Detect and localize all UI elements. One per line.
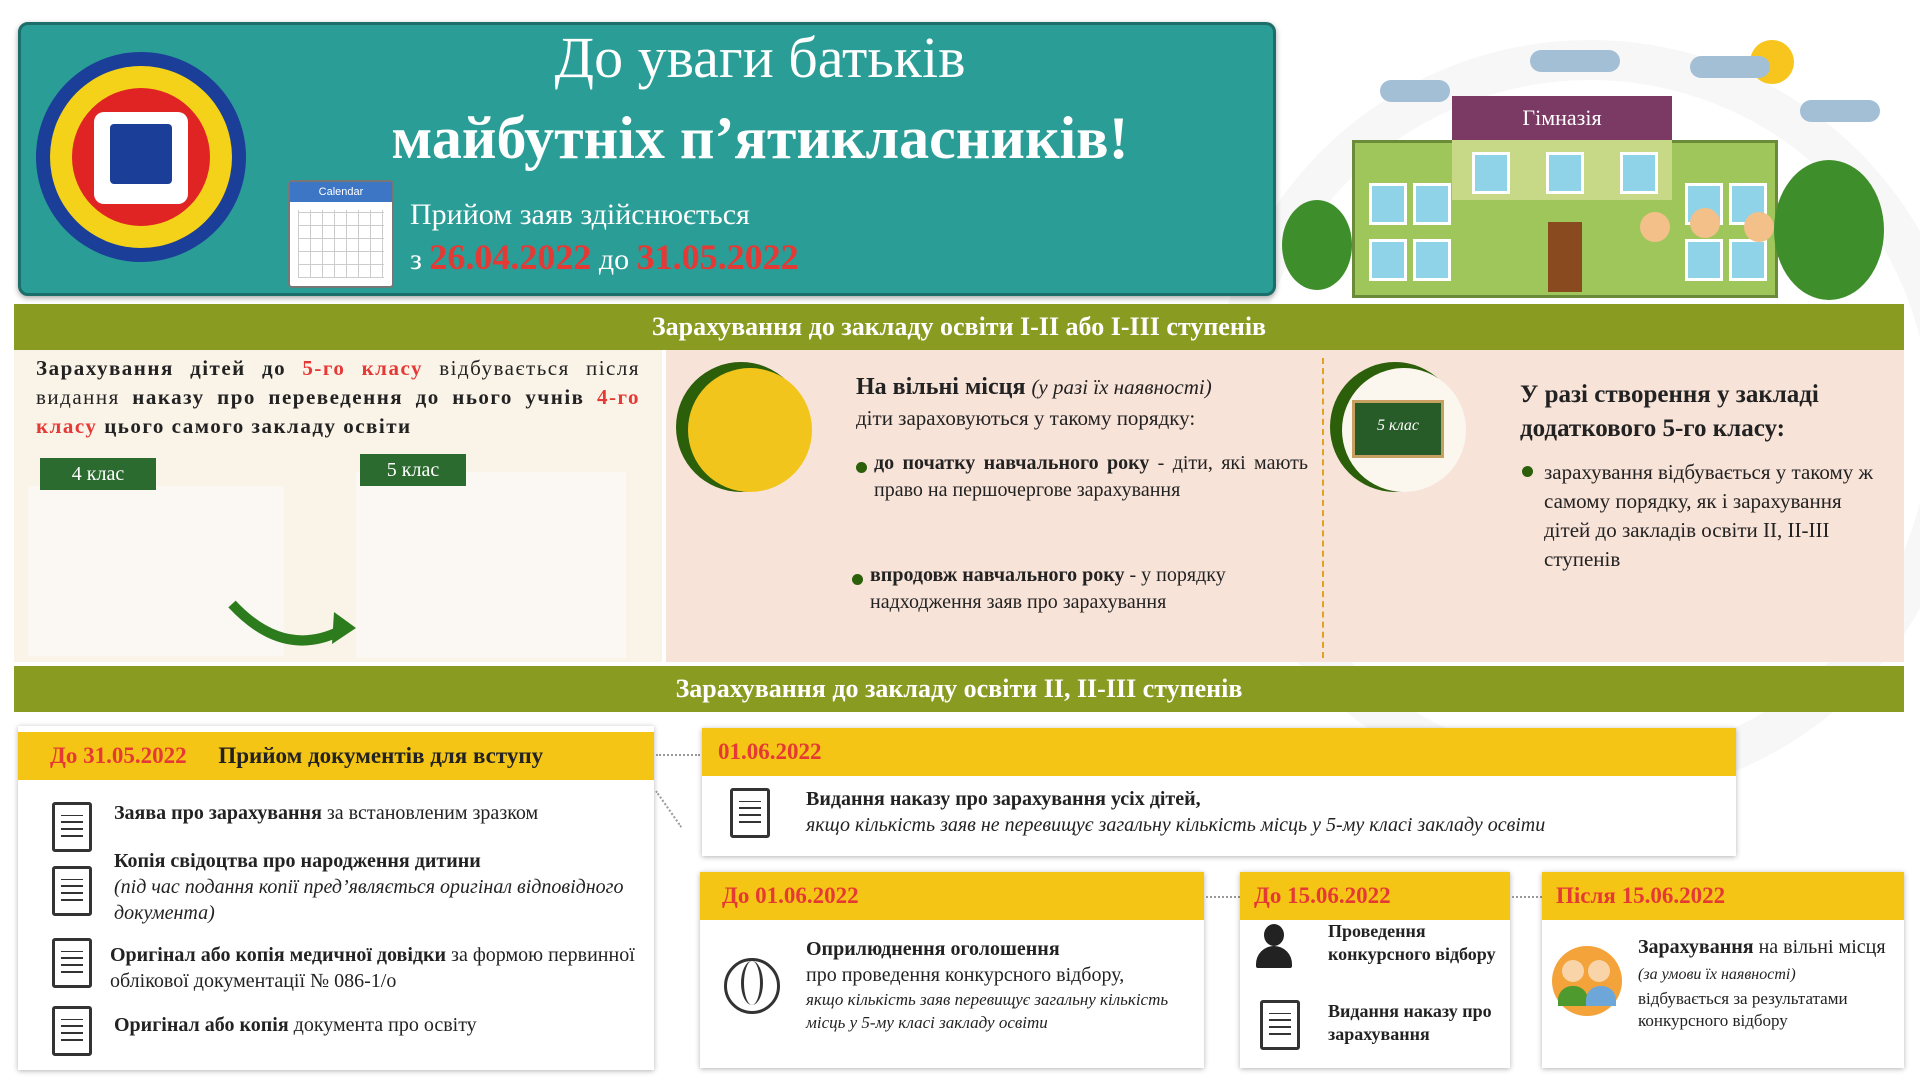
order-bold: Видання наказу про зарахування усіх дітей,	[806, 788, 1201, 810]
calendar-label: Calendar	[290, 182, 392, 202]
free-places-item-2	[870, 562, 1312, 616]
announcement-italic: якщо кількість заяв перевищує загальну кількість місць у 5-му класі закладу освіти	[806, 990, 1169, 1032]
child-icon	[1640, 212, 1670, 242]
free-places-heading: На вільні місця	[856, 374, 1026, 400]
free-places-subtitle: діти зараховуються у такому порядку:	[856, 406, 1196, 430]
section2-band: Зарахування до закладу освіти ІІ, ІІ-ІІІ ступенів	[14, 666, 1904, 712]
announcement-rest: про проведення конкурсного відбору,	[806, 964, 1125, 986]
extra-class-title: У разі створення у закладі додаткового 5-го класу:	[1520, 381, 1819, 442]
grade-4-label: 4 клас	[40, 458, 156, 490]
doc-item-2	[114, 848, 634, 926]
date-to: 31.05.2022	[636, 237, 799, 277]
contest-date: До 15.06.2022	[1240, 872, 1510, 920]
doc-item-3-rest: за формою первинної облікової документації № 086-1/о	[110, 944, 635, 992]
section1-left-text	[36, 354, 640, 441]
acceptance-dates	[410, 236, 799, 278]
item2-bold: впродовж навчального року	[870, 564, 1125, 586]
acceptance-text: Прийом заяв здійснюється	[410, 198, 750, 231]
announcement-text	[806, 936, 1194, 1035]
bullet-icon	[856, 462, 867, 473]
left-text-4: цього самого закладу освіти	[104, 414, 412, 438]
connector	[655, 790, 682, 827]
doc-item-4-bold: Оригінал або копія	[114, 1014, 289, 1036]
after-note: (за умови їх наявності)	[1638, 966, 1796, 983]
connector	[1206, 896, 1240, 898]
school-center-block	[1452, 140, 1672, 200]
school-sign: Гімназія	[1452, 96, 1672, 140]
doc-item-1	[114, 800, 634, 826]
contest-item-2: Видання наказу про зарахування	[1328, 1001, 1492, 1044]
board-label: 5 клас	[1352, 400, 1444, 458]
certificate-icon	[52, 866, 92, 916]
cloud-icon	[1690, 56, 1770, 78]
to-prefix: до	[598, 243, 630, 276]
item2-rest: - у порядку надходження заяв про зарахування	[870, 564, 1226, 613]
section1-band: Зарахування до закладу освіти І-ІІ або І-ІІІ ступенів	[14, 304, 1904, 350]
after-rest: на вільні місця	[1758, 936, 1886, 958]
school-desk-icon	[676, 362, 806, 492]
arrow-icon	[224, 590, 360, 654]
after-bold: Зарахування	[1638, 936, 1754, 958]
doc-item-1-bold: Заява про зарахування	[114, 802, 322, 824]
left-text-2: відбувається після видання	[36, 356, 640, 409]
medical-document-icon	[52, 938, 92, 988]
bullet-icon	[1522, 466, 1533, 477]
from-prefix: з	[410, 243, 422, 276]
contest-item-1: Проведення конкурсного відбору	[1328, 921, 1496, 964]
parents-icon	[1552, 946, 1622, 1016]
divider	[1322, 358, 1324, 658]
announcement-date: До 01.06.2022	[700, 872, 1204, 920]
cloud-icon	[1380, 80, 1450, 102]
school-door	[1548, 222, 1582, 292]
child-icon	[1690, 208, 1720, 238]
documents-card-header	[18, 732, 654, 780]
title-line-2: майбутніх п’ятикласників!	[391, 105, 1129, 171]
classroom-5-illustration	[356, 472, 626, 658]
tree-icon	[1282, 200, 1352, 290]
date-from: 26.04.2022	[429, 237, 592, 277]
after-date: Після 15.06.2022	[1542, 872, 1904, 920]
item1-rest: - діти, які мають право на першочергове зарахування	[874, 452, 1308, 501]
blackboard-icon	[1330, 362, 1460, 492]
order-italic: якщо кількість заяв не перевищує загальну кількість місць у 5-му класі закладу освіти	[806, 814, 1546, 836]
after-tail: відбувається за результатами конкурсного відбору	[1638, 989, 1848, 1030]
announcement-bold: Оприлюднення оголошення	[806, 938, 1060, 960]
bullet-icon	[852, 574, 863, 585]
person-icon	[1254, 924, 1294, 968]
extra-class-item: зарахування відбувається у такому ж самому порядку, як і зарахування дітей до закладів освіти ІІ, ІІ-ІІІ ступенів	[1544, 460, 1874, 571]
after-text	[1638, 934, 1900, 1033]
tree-icon	[1774, 160, 1884, 300]
free-places-title	[856, 374, 1212, 401]
child-icon	[1744, 212, 1774, 242]
doc-item-4-rest: документа про освіту	[293, 1014, 477, 1036]
connector	[1512, 896, 1542, 898]
order-card-date: 01.06.2022	[702, 728, 1736, 776]
doc-item-4	[114, 1012, 634, 1038]
connector	[656, 754, 700, 756]
doc-item-2-italic: (під час подання копії пред’являється оригінал відповідного документа)	[114, 876, 624, 924]
cloud-icon	[1530, 50, 1620, 72]
application-icon	[52, 802, 92, 852]
title-line-1: До уваги батьків	[554, 25, 966, 90]
globe-icon	[724, 958, 780, 1014]
left-text-3: наказу про переведення до нього учнів	[132, 385, 585, 409]
department-logo	[36, 52, 246, 262]
item1-bold: до початку навчального року	[874, 452, 1150, 474]
calendar-icon	[288, 180, 394, 288]
documents-date: До 31.05.2022	[50, 743, 187, 768]
order-document-icon	[730, 788, 770, 838]
left-text-red-1: 5-го класу	[302, 356, 423, 380]
grade-5-label: 5 клас	[360, 454, 466, 486]
left-text-red-2: 4-го класу	[36, 385, 640, 438]
cloud-icon	[1800, 100, 1880, 122]
doc-item-1-rest: за встановленим зразком	[326, 802, 539, 824]
documents-title: Прийом документів для вступу	[218, 743, 544, 768]
doc-item-3-bold: Оригінал або копія медичної довідки	[110, 944, 447, 966]
doc-item-2-bold: Копія свідоцтва про народження дитини	[114, 850, 481, 872]
left-text-1: Зарахування дітей до	[36, 356, 287, 380]
diploma-icon	[52, 1006, 92, 1056]
order-card-text	[806, 786, 1716, 838]
order-document-icon	[1260, 1000, 1300, 1050]
free-places-note: (у разі їх наявності)	[1031, 375, 1212, 399]
free-places-item-1	[874, 450, 1308, 504]
doc-item-3	[110, 942, 640, 994]
